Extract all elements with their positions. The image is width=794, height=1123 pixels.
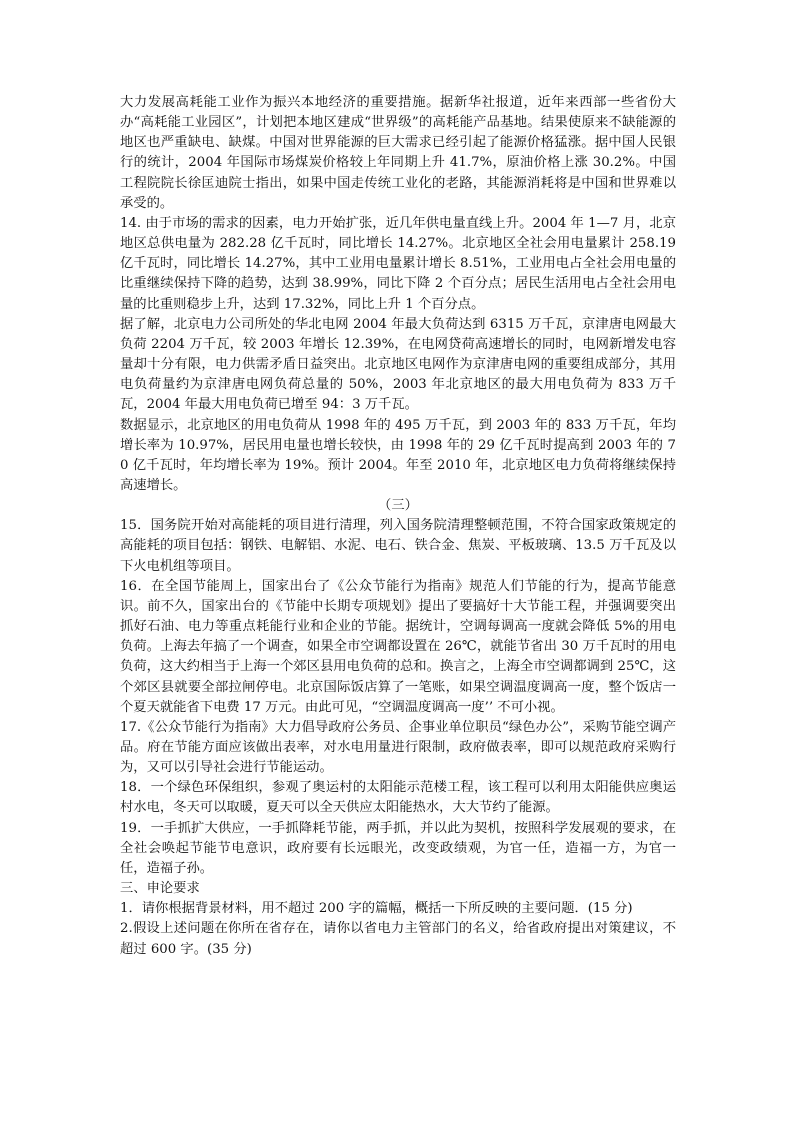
paragraph-item-16: 16．在全国节能周上，国家出台了《公众节能行为指南》规范人们节能的行为，提高节能意识。前不久，国家出台的《节能中长期专项规划》提出了要搞好十大节能工程，并强调要突出抓好石油、电力等重点耗能行业和企业的节能。据统计，空调每调高一度就会降低 5%的用电负荷。上海去年搞了一个调查，如果全市空调都设置在 26℃，就能节省出 30 万千瓦时的用电负荷，这大约相当于上海一个郊区县用电负荷的总和。换言之，上海全市空调都调到 25℃，这个郊区县就要全部拉闸停电。北京国际饭店算了一笔账，如果空调温度调高一度，整个饭店一个夏天就能省下电费 17 万元。由此可见，“空调温度调高一度’’ 不可小视。: [120, 578, 676, 715]
requirement-1: 1．请你根据背景材料，用不超过 200 字的篇幅，概括一下所反映的主要问题．(15 分): [120, 901, 633, 917]
requirements-heading: 三、申论要求: [120, 881, 200, 897]
requirement-2: 2.假设上述问题在你所在省存在，请你以省电力主管部门的名义，给省政府提出对策建议，不超过 600 字。(35 分): [120, 921, 676, 957]
paragraph-item-17: 17.《公众节能行为指南》大力倡导政府公务员、企事业单位职员“绿色办公”，采购节能空调产品。府在节能方面应该做出表率，对水电用量进行限制，政府做表率，即可以规范政府采购行为，又可以引导社会进行节能运动。: [120, 719, 676, 776]
paragraph-item-15: 15．国务院开始对高能耗的项目进行清理，列入国务院清理整顿范围，不符合国家政策规定的高能耗的项目包括：钢铁、电解铝、水泥、电石、铁合金、焦炭、平板玻璃、13.5 万千瓦及以下火电机组等项目。: [120, 518, 676, 574]
paragraph-item-19: 19．一手抓扩大供应，一手抓降耗节能，两手抓，并以此为契机，按照科学发展观的要求，在全社会唤起节能节电意识，政府要有长远眼光，改变政绩观，为官一任，造福一方，为官一任，造福子孙。: [120, 820, 676, 876]
document-body: [120, 93, 676, 960]
paragraph-item-18: 18．一个绿色环保组织，参观了奥运村的太阳能示范楼工程，该工程可以利用太阳能供应奥运村水电，冬天可以取暖，夏天可以全天供应太阳能热水，大大节约了能源。: [120, 780, 676, 816]
section-heading-three: （三）: [378, 498, 418, 514]
paragraph-item-14: 14. 由于市场的需求的因素，电力开始扩张，近几年供电量直线上升。2004 年 1—7 月，北京地区总供电量为 282.28 亿千瓦时，同比增长 14.27%。北京地区全社会用电量累计 258.19 亿千瓦时，同比增长 14.27%，其中工业用电量累计增长 8.51%，工业用电占全社会用电量的比重继续保持下降的趋势，达到 38.99%，同比下降 2 个百分点；居民生活用电占全社会用电量的比重则稳步上升，达到 17.32%，同比上升 1 个百分点。: [120, 215, 676, 312]
paragraph-north-china-grid: 据了解，北京电力公司所处的华北电网 2004 年最大负荷达到 6315 万千瓦，京津唐电网最大负荷 2204 万千瓦，较 2003 年增长 12.39%，在电网贷荷高速增长的同时，电网新增发电容量却十分有限，电力供需矛盾日益突出。北京地区电网作为京津唐电网的重要组成部分，其用电负荷量约为京津唐电网负荷总量的 50%，2003 年北京地区的最大用电负荷为 833 万千瓦，2004 年最大用电负荷已增至 94：3 万千瓦。: [120, 316, 676, 413]
paragraph-data-display: 数据显示，北京地区的用电负荷从 1998 年的 495 万千瓦，到 2003 年的 833 万千瓦，年均增长率为 10.97%，居民用电量也增长较快，由 1998 年的 29 亿千瓦时提高到 2003 年的 70 亿千瓦时，年均增长率为 19%。预计 2004。年至 2010 年，北京地区电力负荷将继续保持高速增长。: [120, 417, 676, 493]
paragraph-west-energy: 大力发展高耗能工业作为振兴本地经济的重要措施。据新华社报道，近年来西部一些省份大办“高耗能工业园区”，计划把本地区建成“世界级”的高耗能产品基地。结果使原来不缺能源的地区也严重缺电、缺煤。中国对世界能源的巨大需求已经引起了能源价格猛涨。据中国人民银行的统计，2004 年国际市场煤炭价格较上年同期上升 41.7%，原油价格上涨 30.2%。中国工程院院长徐匡迪院士指出，如果中国走传统工业化的老路，其能源消耗将是中国和世界难以承受的。: [120, 95, 676, 211]
